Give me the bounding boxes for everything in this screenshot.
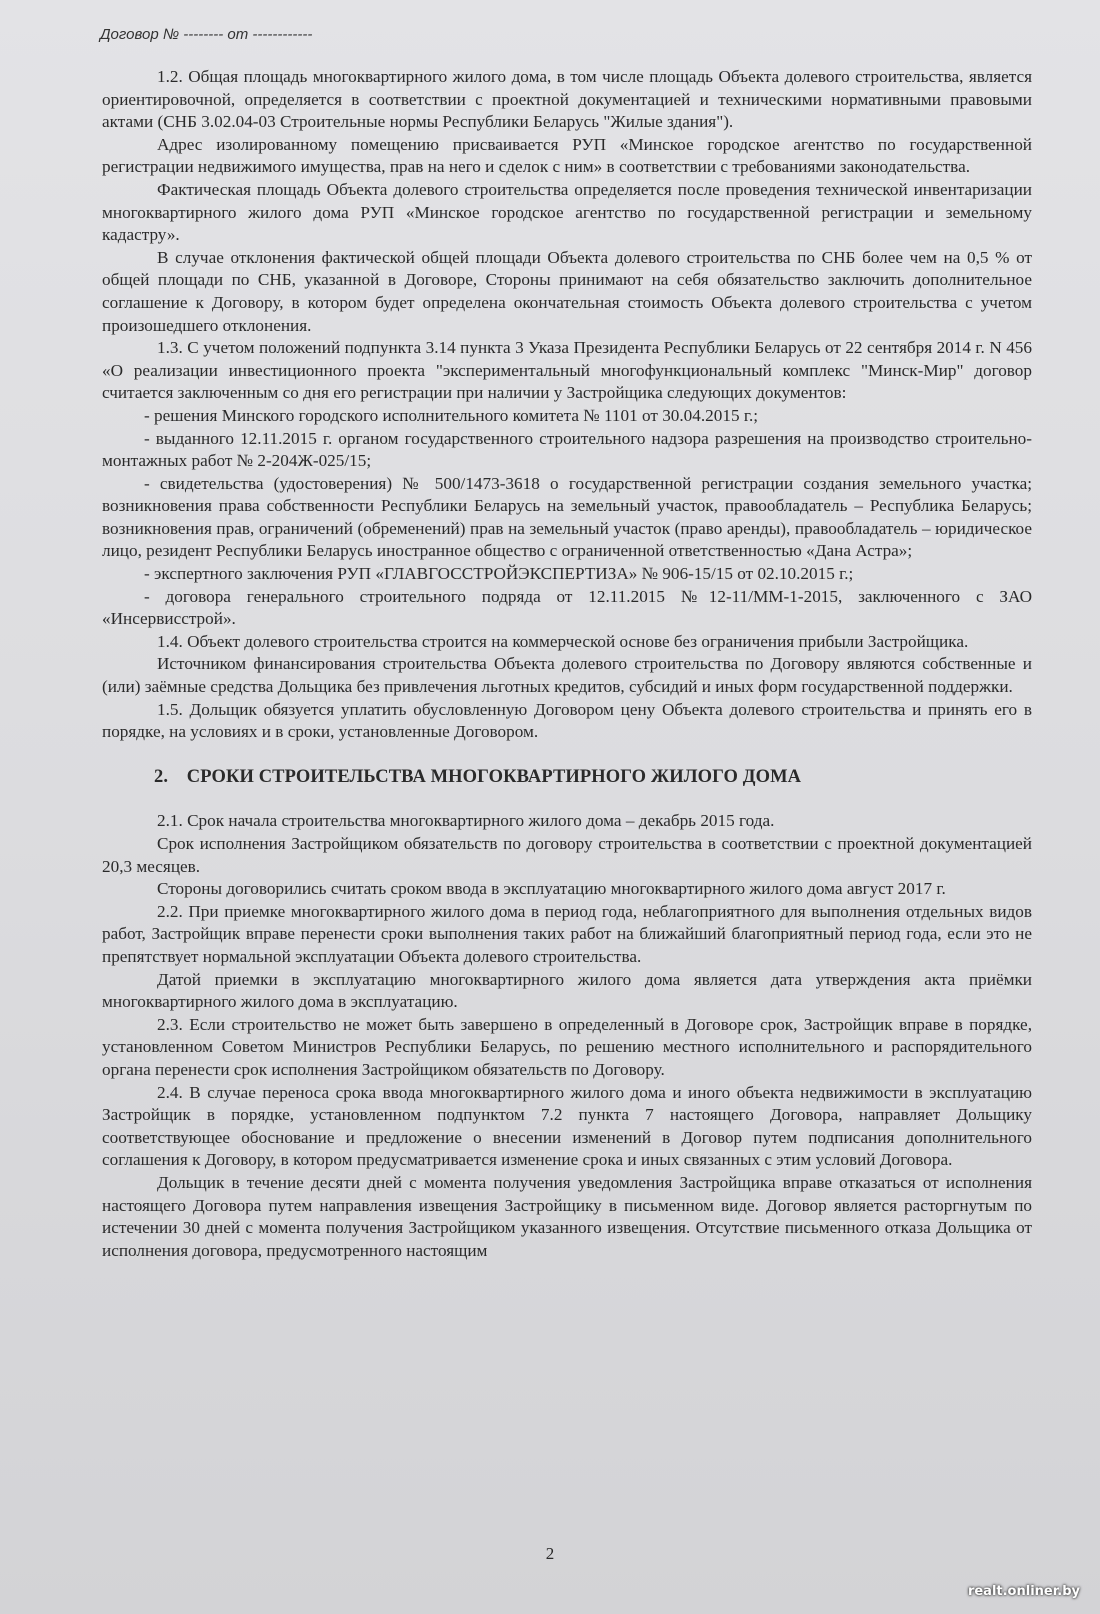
- paragraph-2-2: 2.2. При приемке многоквартирного жилого дома в период года, неблагоприятного для выполнения отдельных видов работ, Застройщик вправе перенести сроки выполнения таких работ на ближайший благоприятный период года, если это не препятствует нормальной эксплуатации Объекта долевого строительства.: [102, 901, 1032, 966]
- paragraph-acceptance-date: Датой приемки в эксплуатацию многоквартирного жилого дома является дата утверждения акта приёмки многоквартирного жилого дома в эксплуатацию.: [102, 969, 1032, 1012]
- section-heading-2: [102, 766, 1032, 789]
- list-item-expertise: - экспертного заключения РУП «ГЛАВГОССТРОЙЭКСПЕРТИЗА» № 906-15/15 от 02.10.2015 г.;: [144, 564, 854, 584]
- section-title-text: СРОКИ СТРОИТЕЛЬСТВА МНОГОКВАРТИРНОГО ЖИЛОГО ДОМА: [186, 766, 802, 787]
- paragraph-deviation: В случае отклонения фактической общей площади Объекта долевого строительства по СНБ более чем на 0,5 % от общей площади по СНБ, указанной в Договоре, Стороны принимают на себя обязательство заключить дополнительное соглашение к Договору, в котором будет определена окончательная стоимость Объекта долевого строительства с учетом произошедшего отклонения.: [102, 247, 1032, 335]
- document-body: [102, 66, 1032, 1262]
- watermark: realt.onliner.by: [967, 1584, 1080, 1599]
- list-item-permit: - выданного 12.11.2015 г. органом государственного строительного надзора разрешения на производство строительно-монтажных работ № 2-204Ж-025/15;: [102, 428, 1032, 471]
- paragraph-commissioning: Стороны договорились считать сроком ввода в эксплуатацию многоквартирного жилого дома август 2017 г.: [157, 879, 946, 899]
- paragraph-2-3: 2.3. Если строительство не может быть завершено в определенный в Договоре срок, Застройщик вправе в порядке, установленном Советом Министров Республики Беларусь, по решению местного исполнительного и распорядительного органа перенести срок исполнения Застройщиком обязательств по Договору.: [102, 1014, 1032, 1079]
- paragraph-1-4: 1.4. Объект долевого строительства строится на коммерческой основе без ограничения прибыли Застройщика.: [157, 631, 969, 651]
- paragraph-1-2: 1.2. Общая площадь многоквартирного жилого дома, в том числе площадь Объекта долевого строительства, является ориентировочной, определяется в соответствии с проектной документацией и техническими нормативными правовыми актами (СНБ 3.02.04-03 Строительные нормы Республики Беларусь "Жилые здания").: [102, 67, 1032, 132]
- section-number: 2.: [154, 766, 169, 787]
- paragraph-1-3: 1.3. С учетом положений подпункта 3.14 пункта 3 Указа Президента Республики Беларусь от 22 сентября 2014 г. N 456 «О реализации инвестиционного проекта "экспериментальный многофункциональный комплекс "Минск-Мир" договор считается заключенным со дня его регистрации при наличии у Застройщика следующих документов:: [102, 338, 1032, 403]
- paragraph-2-1: 2.1. Срок начала строительства многоквартирного жилого дома – декабрь 2015 года.: [157, 811, 775, 831]
- paragraph-financing: Источником финансирования строительства Объекта долевого строительства по Договору являются собственные и (или) заёмные средства Дольщика без привлечения льготных кредитов, субсидий и иных форм государственной поддержки.: [102, 654, 1032, 697]
- paragraph-2-4: 2.4. В случае переноса срока ввода многоквартирного жилого дома и иного объекта недвижимости в эксплуатацию Застройщик в порядке, установленном подпунктом 7.2 пункта 7 настоящего Договора, направляет Дольщику соответствующее обоснование и предложение о внесении изменений в Договор путем подписания дополнительного соглашения к Договору, в котором предусматривается изменение срока и иных связанных с этим условий Договора.: [102, 1082, 1032, 1170]
- paragraph-1-5: 1.5. Дольщик обязуется уплатить обусловленную Договором цену Объекта долевого строительства и принять его в порядке, на условиях и в сроки, установленные Договором.: [102, 699, 1032, 742]
- paragraph-address: Адрес изолированному помещению присваивается РУП «Минское городское агентство по государственной регистрации недвижимого имущества, прав на него и сделок с ним» в соответствии с требованиями законодательства.: [102, 134, 1032, 177]
- document-header: Договор № -------- от ------------: [100, 26, 313, 43]
- paragraph-refusal: Дольщик в течение десяти дней с момента получения уведомления Застройщика вправе отказаться от исполнения настоящего Договора путем направления извещения Застройщику в письменном виде. Договор является расторгнутым по истечении 30 дней с момента получения Застройщиком указанного извещения. Отсутствие письменного отказа Дольщика от исполнения договора, предусмотренного настоящим: [102, 1172, 1032, 1260]
- list-item-decision: - решения Минского городского исполнительного комитета № 1101 от 30.04.2015 г.;: [144, 405, 759, 425]
- list-item-certificate: - свидетельства (удостоверения) № 500/1473-3618 о государственной регистрации создания земельного участка; возникновения права собственности Республики Беларусь на земельный участок, правообладатель – Республика Беларусь; возникновения прав, ограничений (обременений) прав на земельный участок (право аренды), правообладатель – юридическое лицо, резидент Республики Беларусь иностранное общество с ограниченной ответственностью «Дана Астра»;: [102, 473, 1032, 561]
- page-number: 2: [545, 1544, 555, 1563]
- list-item-contract: - договора генерального строительного подряда от 12.11.2015 №12-11/ММ-1-2015, заключенного с ЗАО «Инсервисстрой».: [102, 586, 1032, 629]
- paragraph-actual-area: Фактическая площадь Объекта долевого строительства определяется после проведения технической инвентаризации многоквартирного жилого дома РУП «Минское городское агентство по государственной регистрации и земельному кадастру».: [102, 179, 1032, 245]
- paragraph-term: Срок исполнения Застройщиком обязательств по договору строительства в соответствии с проектной документацией 20,3 месяцев.: [102, 834, 1032, 876]
